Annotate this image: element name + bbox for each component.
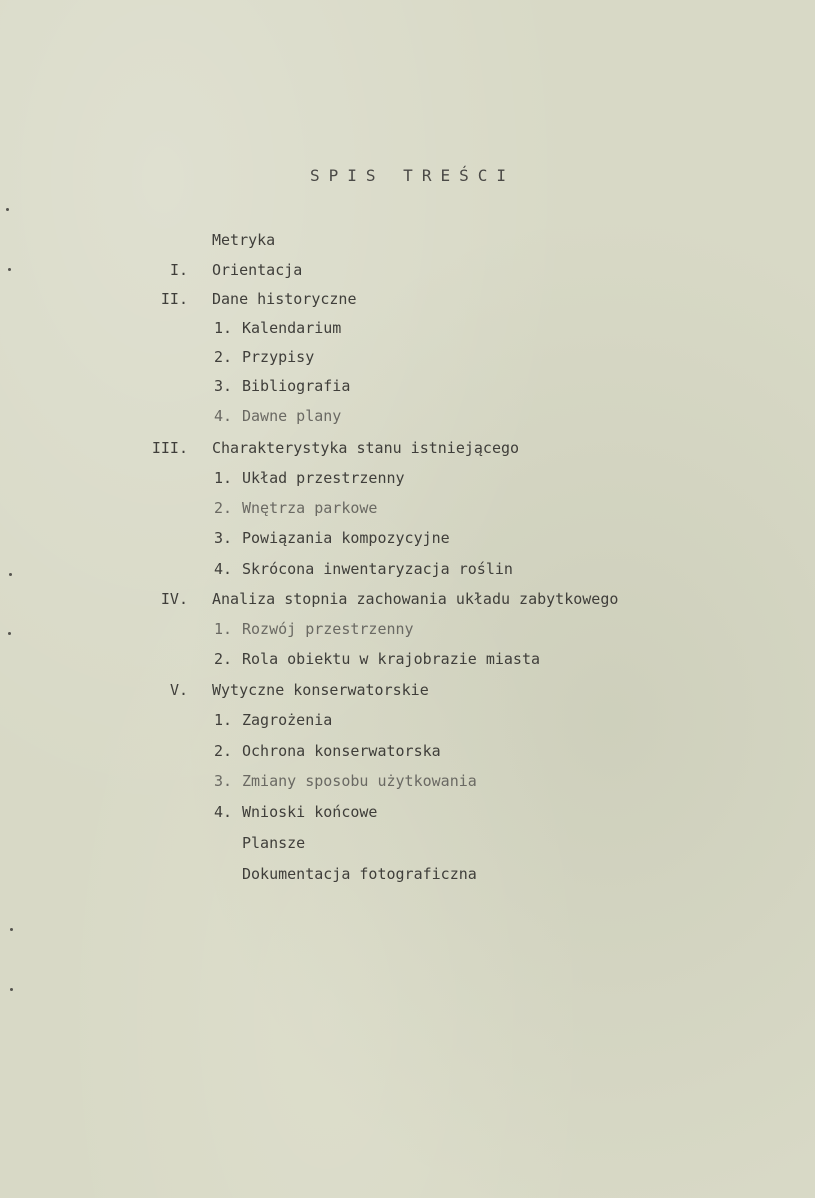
margin-mark bbox=[10, 928, 13, 931]
toc-entry-text: Powiązania kompozycyjne bbox=[242, 529, 450, 547]
toc-entry-text: Kalendarium bbox=[242, 319, 342, 337]
toc-entry-text: Metryka bbox=[212, 231, 276, 249]
toc-entry-text: Rozwój przestrzenny bbox=[242, 620, 414, 638]
margin-mark bbox=[8, 268, 11, 271]
toc-entry-number: IV. bbox=[160, 590, 188, 608]
toc-entry-number: 1. bbox=[213, 620, 232, 638]
toc-entry-number: 2. bbox=[213, 499, 232, 517]
toc-entry-text: Zagrożenia bbox=[242, 711, 333, 729]
toc-entry-number: V. bbox=[169, 681, 188, 699]
toc-entry-number: II. bbox=[160, 290, 188, 308]
toc-entry-text: Ochrona konserwatorska bbox=[242, 742, 441, 760]
toc-entry-number: 3. bbox=[213, 529, 232, 547]
toc-entry-text: Rola obiektu w krajobrazie miasta bbox=[242, 650, 541, 668]
toc-entry-number: 1. bbox=[213, 469, 232, 487]
margin-mark bbox=[10, 988, 13, 991]
toc-entry-number: 2. bbox=[213, 650, 232, 668]
margin-mark bbox=[9, 573, 12, 576]
toc-entry-number: 3. bbox=[213, 377, 232, 395]
toc-entry-number: 4. bbox=[213, 560, 232, 578]
toc-entry-number: 1. bbox=[213, 711, 232, 729]
toc-entry-number: 3. bbox=[213, 772, 232, 790]
toc-entry-text: Orientacja bbox=[212, 261, 303, 279]
toc-entry-text: Bibliografia bbox=[242, 377, 351, 395]
toc-entry-number: 4. bbox=[213, 803, 232, 821]
toc-entry-text: Dane historyczne bbox=[212, 290, 357, 308]
toc-entry-text: Układ przestrzenny bbox=[242, 469, 405, 487]
toc-entry-number: 1. bbox=[213, 319, 232, 337]
toc-entry-text: Plansze bbox=[242, 834, 306, 852]
toc-entry-text: Wnętrza parkowe bbox=[242, 499, 378, 517]
toc-entry-number: III. bbox=[151, 439, 188, 457]
toc-entry-text: Dokumentacja fotograficzna bbox=[242, 865, 477, 883]
toc-entry-text: Zmiany sposobu użytkowania bbox=[242, 772, 477, 790]
toc-entry-text: Wnioski końcowe bbox=[242, 803, 378, 821]
toc-entry-number: 2. bbox=[213, 742, 232, 760]
toc-entry-text: Dawne plany bbox=[242, 407, 342, 425]
document-title: SPIS TREŚCI bbox=[310, 166, 515, 185]
toc-entry-text: Skrócona inwentaryzacja roślin bbox=[242, 560, 513, 578]
toc-entry-text: Analiza stopnia zachowania układu zabytkowego bbox=[212, 590, 619, 608]
margin-mark bbox=[8, 632, 11, 635]
toc-entry-number: 4. bbox=[213, 407, 232, 425]
toc-entry-number: 2. bbox=[213, 348, 232, 366]
toc-entry-number: I. bbox=[169, 261, 188, 279]
toc-entry-text: Przypisy bbox=[242, 348, 315, 366]
toc-entry-text: Charakterystyka stanu istniejącego bbox=[212, 439, 520, 457]
margin-mark bbox=[6, 208, 9, 211]
toc-entry-text: Wytyczne konserwatorskie bbox=[212, 681, 429, 699]
